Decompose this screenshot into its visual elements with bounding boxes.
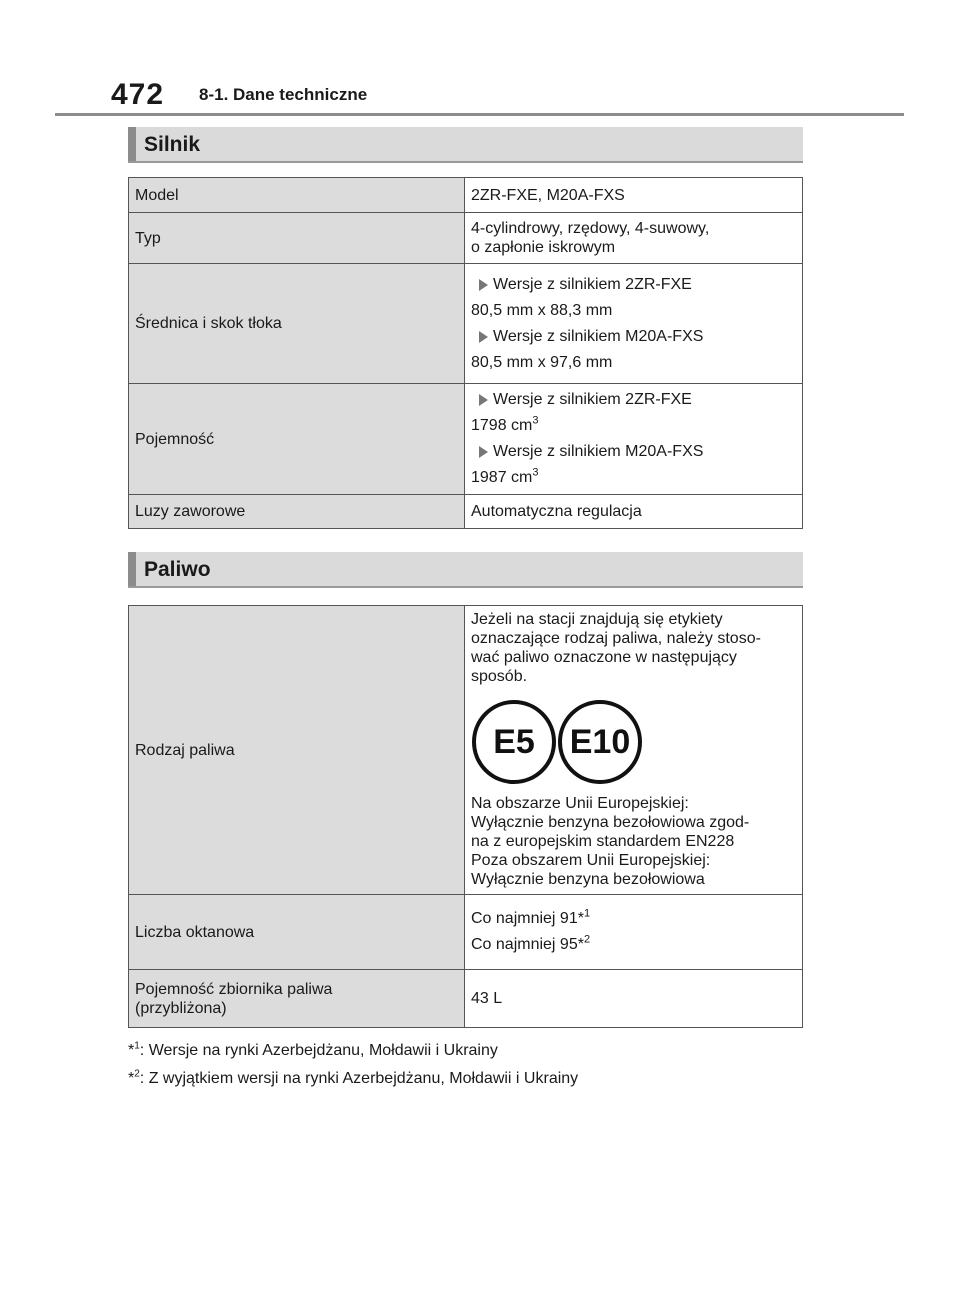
arrow-right-icon (479, 331, 488, 343)
fuel-labels (472, 700, 796, 784)
label-line: (przybliżona) (135, 999, 227, 1017)
row-label: Średnica i skok tłoka (129, 264, 465, 384)
detail-line: Wyłącznie benzyna bezołowiowa (471, 871, 705, 888)
detail-line: na z europejskim standardem EN228 (471, 833, 735, 850)
detail-line: Poza obszarem Unii Europejskiej: (471, 852, 711, 869)
row-value (465, 264, 803, 384)
value-line: o zapłonie iskrowym (471, 239, 616, 256)
table-row (129, 213, 803, 264)
section-header-silnik (128, 127, 803, 163)
row-label (129, 970, 465, 1028)
label-line: Pojemność zbiornika paliwa (135, 980, 333, 998)
row-label: Model (129, 178, 465, 213)
arrow-right-icon (479, 279, 488, 291)
intro-line: sposób. (471, 668, 528, 685)
intro-line: wać paliwo oznaczone w następujący (471, 649, 737, 666)
page-number: 472 (111, 78, 165, 111)
table-row (129, 895, 803, 970)
variant-heading: Wersje z silnikiem M20A-FXS (471, 324, 796, 350)
variant-heading: Wersje z silnikiem 2ZR-FXE (471, 387, 796, 413)
superscript: 3 (532, 414, 539, 427)
variant-value: 1798 $cm^3$ (471, 414, 539, 434)
row-label: Luzy zaworowe (129, 495, 465, 529)
row-value: 43 L (465, 970, 803, 1028)
table-row (129, 970, 803, 1028)
superscript: 2 (583, 933, 591, 946)
fuel-label-e10-icon: E10 (558, 700, 642, 784)
row-value: Automatyczna regulacja (465, 495, 803, 529)
variant-heading: Wersje z silnikiem 2ZR-FXE (471, 272, 796, 298)
row-value (465, 213, 803, 264)
detail-line: Na obszarze Unii Europejskiej: (471, 795, 689, 812)
section-header-paliwo (128, 552, 803, 588)
footnote: *$^2$: Z wyjątkiem wersji na rynki Azerbejdżanu, Mołdawii i Ukrainy (128, 1068, 579, 1087)
row-label: Rodzaj paliwa (129, 606, 465, 895)
variant-value: 1987 $cm^3$ (471, 466, 539, 486)
section-accent (128, 127, 136, 161)
row-label: Pojemność (129, 384, 465, 495)
table-row (129, 384, 803, 495)
superscript: 3 (532, 466, 539, 479)
chapter-title: 8-1. Dane techniczne (199, 85, 368, 104)
superscript: 1 (583, 907, 591, 920)
intro-line: Jeżeli na stacji znajdują się etykiety (471, 611, 723, 628)
fuel-label-e5-icon: E5 (472, 700, 556, 784)
fuel-spec-table (128, 605, 803, 1028)
intro-line: oznaczające rodzaj paliwa, należy stoso- (471, 630, 761, 647)
header-rule (55, 113, 904, 116)
table-row (129, 264, 803, 384)
arrow-right-icon (479, 394, 488, 406)
variant-heading: Wersje z silnikiem M20A-FXS (471, 439, 796, 465)
arrow-right-icon (479, 446, 488, 458)
row-label: Typ (129, 213, 465, 264)
page-header (88, 74, 904, 114)
engine-spec-table (128, 177, 803, 529)
row-value (465, 384, 803, 495)
table-row (129, 495, 803, 529)
table-row (129, 606, 803, 895)
variant-value: 80,5 mm x 88,3 mm (471, 301, 613, 319)
octane-value: Co najmniej 91*$^1$ (471, 907, 591, 927)
table-row (129, 178, 803, 213)
row-value: 2ZR-FXE, M20A-FXS (465, 178, 803, 213)
row-value (465, 606, 803, 895)
detail-line: Wyłącznie benzyna bezołowiowa zgod- (471, 814, 750, 831)
row-value (465, 895, 803, 970)
row-label: Liczba oktanowa (129, 895, 465, 970)
footnotes (128, 1042, 578, 1098)
octane-value: Co najmniej 95*$^2$ (471, 933, 591, 953)
variant-value: 80,5 mm x 97,6 mm (471, 353, 613, 371)
footnote: *$^1$: Wersje na rynki Azerbejdżanu, Mołdawii i Ukrainy (128, 1040, 498, 1059)
section-title: Paliwo (144, 558, 211, 581)
value-line: 4-cylindrowy, rzędowy, 4-suwowy, (471, 220, 710, 237)
section-title: Silnik (144, 133, 201, 156)
section-accent (128, 552, 136, 586)
